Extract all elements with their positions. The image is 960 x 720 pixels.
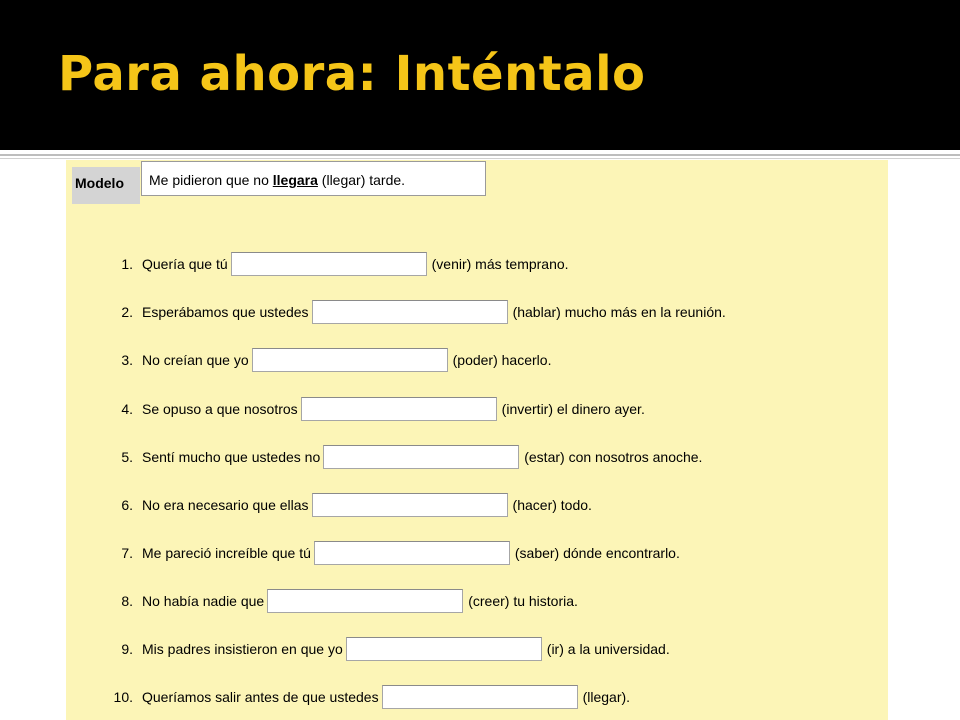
exercise-item [66,444,702,470]
item-number: 9. [121,641,133,657]
modelo-text-after: (llegar) tarde. [317,172,406,188]
answer-input[interactable] [267,589,463,613]
answer-input[interactable] [346,637,542,661]
item-hint: (estar) con nosotros anoche. [524,449,703,465]
exercise-item [66,540,680,566]
answer-input[interactable] [252,348,448,372]
item-hint: (ir) a la universidad. [546,641,670,657]
divider [0,154,960,156]
answer-input[interactable] [312,300,508,324]
item-hint: (hablar) mucho más en la reunión. [512,304,726,320]
item-number: 8. [121,593,133,609]
modelo-answer: llegara [272,172,318,188]
title-bar [0,0,960,150]
slide-title: Para ahora: Inténtalo [58,46,646,102]
item-prompt: Esperábamos que ustedes [142,304,309,320]
answer-input[interactable] [231,252,427,276]
exercise-item [66,299,726,325]
modelo-label: Modelo [72,167,140,204]
item-prompt: Mis padres insistieron en que yo [142,641,343,657]
answer-input[interactable] [312,493,508,517]
exercise-panel [66,160,888,720]
item-hint: (hacer) todo. [512,497,592,513]
item-number: 3. [121,352,133,368]
item-hint: (poder) hacerlo. [452,352,552,368]
answer-input[interactable] [314,541,510,565]
item-hint: (llegar). [582,689,631,705]
modelo-example [141,161,486,196]
item-hint: (invertir) el dinero ayer. [501,401,645,417]
exercise-item [66,492,592,518]
item-hint: (venir) más temprano. [431,256,569,272]
item-prompt: Sentí mucho que ustedes no [142,449,321,465]
item-number: 2. [121,304,133,320]
answer-input[interactable] [382,685,578,709]
item-prompt: Me pareció increíble que tú [142,545,311,561]
item-hint: (creer) tu historia. [468,593,578,609]
item-number: 10. [113,689,133,705]
item-number: 6. [121,497,133,513]
item-number: 1. [121,256,133,272]
item-prompt: No creían que yo [142,352,249,368]
exercise-item [66,588,578,614]
divider [0,158,960,159]
item-prompt: Quería que tú [142,256,228,272]
exercise-item [66,347,551,373]
item-prompt: No era necesario que ellas [142,497,309,513]
exercise-item [66,636,670,662]
modelo-text-before: Me pidieron que no [149,172,273,188]
item-number: 5. [121,449,133,465]
exercise-item [66,684,630,710]
exercise-item [66,251,569,277]
item-number: 4. [121,401,133,417]
item-prompt: No había nadie que [142,593,265,609]
slide-body [0,150,960,720]
item-number: 7. [121,545,133,561]
item-prompt: Se opuso a que nosotros [142,401,298,417]
item-prompt: Queríamos salir antes de que ustedes [142,689,379,705]
exercise-item [66,396,645,422]
answer-input[interactable] [301,397,497,421]
item-hint: (saber) dónde encontrarlo. [514,545,680,561]
answer-input[interactable] [323,445,519,469]
